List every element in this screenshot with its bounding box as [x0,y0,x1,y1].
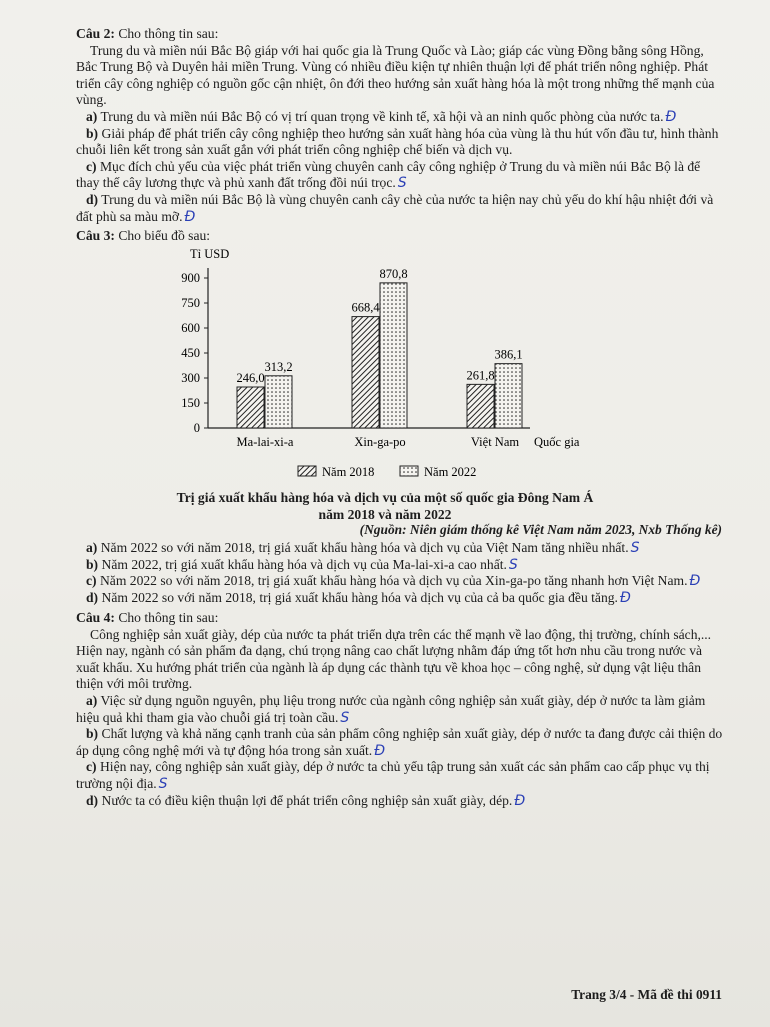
handwritten-answer-mark: S [340,709,350,726]
legend-label: Năm 2018 [322,465,375,479]
y-tick-label: 150 [181,396,200,410]
statement-label: a) [86,540,98,555]
y-axis-label: Tỉ USD [190,247,230,261]
statement-label: b) [86,125,99,141]
q2-title: Câu 2: [76,26,115,41]
bar-value-label: 313,2 [264,359,293,374]
statement-label: a) [86,692,98,708]
q3-statement-b [76,557,726,574]
statement-label: b) [86,726,99,742]
statement-label: b) [86,556,99,572]
y-tick-label: 750 [181,296,200,310]
q2-intro: Cho thông tin sau: [118,26,219,41]
handwritten-answer-mark: Đ [514,792,526,809]
category-label: Xin-ga-po [354,435,406,449]
q2-statement-d [76,192,726,225]
y-tick-label: 900 [181,271,200,285]
statement-text: Mục đích chủ yếu của việc phát triển vùng chuyên canh cây công nghiệp ở Trung du và miền núi Bắc Bộ là để thay thế cây lương thực và phủ xanh đất trống đồi núi trọc. [76,158,701,191]
y-tick-label: 600 [181,321,200,335]
q3-statement-c [76,573,726,590]
bar-2022 [495,364,522,428]
page-footer: Trang 3/4 - Mã đề thi 0911 [571,987,722,1002]
handwritten-answer-mark: Đ [374,742,386,759]
q2-statement-c [76,159,726,192]
handwritten-answer-mark: S [630,540,640,556]
q2-statement-a [76,109,726,126]
question-2 [76,26,726,225]
category-label: Ma-lai-xi-a [236,435,294,449]
y-tick-label: 450 [181,346,200,360]
q2-items [76,109,726,225]
statement-label: d) [86,191,99,207]
q3-statements [76,540,726,606]
q3-title: Câu 3: [76,228,115,243]
statement-text: Năm 2022 so với năm 2018, trị giá xuất khẩu hàng hóa và dịch vụ của Xin-ga-po tăng nhanh hơn Việt Nam. [99,573,688,589]
handwritten-answer-mark: Đ [689,573,701,590]
statement-text: Năm 2022 so với năm 2018, trị giá xuất khẩu hàng hóa và dịch vụ của cả ba quốc gia đều tăng. [101,589,618,605]
q4-title: Câu 4: [76,610,115,625]
statement-text: Năm 2022 so với năm 2018, trị giá xuất khẩu hàng hóa và dịch vụ của Việt Nam tăng nhiều nhất. [100,540,629,555]
bar-value-label: 668,4 [351,300,380,315]
handwritten-answer-mark: S [397,175,407,192]
statement-text: Trung du và miền núi Bắc Bộ là vùng chuyên canh cây chè của nước ta hiện nay chủ yếu do khí hậu nhiệt đới và đất phù sa màu mỡ. [76,191,714,224]
legend-swatch-2018 [298,466,316,476]
statement-label: a) [86,108,98,124]
bar-value-label: 261,8 [466,368,495,383]
q2-paragraph: Trung du và miền núi Bắc Bộ giáp với hai quốc gia là Trung Quốc và Lào; giáp các vùng Đồng bằng sông Hồng, Bắc Trung Bộ và Duyên hải miền Trung. Vùng có nhiều điều kiện tự nhiên thuận lợi để phát triển nông nghiệp. Phát triển cây công nghiệp có nguồn gốc cận nhiệt, ôn đới theo hướng sản xuất hàng hóa là một trong những thế mạnh của vùng. [76,42,715,108]
chart-source: (Nguồn: Niên giám thống kê Việt Nam năm 2023, Nxb Thống kê) [359,522,722,537]
bar-chart [150,246,610,486]
y-tick-label: 300 [181,371,200,385]
statement-label: c) [86,573,97,589]
statement-label: d) [86,589,99,605]
legend-label: Năm 2022 [424,465,477,479]
bar-2018 [237,387,264,428]
q4-statement-d [76,793,726,810]
category-label: Việt Nam [470,435,520,449]
statement-text: Trung du và miền núi Bắc Bộ có vị trí quan trọng về kinh tế, xã hội và an ninh quốc phòng của nước ta. [100,108,664,124]
y-tick-label: 0 [193,421,200,435]
q3-statement-d [76,590,726,607]
bar-2018 [352,317,379,428]
handwritten-answer-mark: S [158,775,168,792]
handwritten-answer-mark: S [508,556,518,573]
q3-items [76,540,726,606]
statement-text: Chất lượng và khả năng cạnh tranh của sản phẩm công nghiệp sản xuất giày, dép ở nước ta đang được cải thiện do áp dụng công nghệ mới và tự động hóa trong sản xuất. [76,726,723,758]
statement-text: Việc sử dụng nguồn nguyên, phụ liệu trong nước của ngành công nghiệp sản xuất giày, dép ở nước ta làm giảm hiệu quả khi tham gia vào chuỗi giá trị toàn cầu. [76,692,706,725]
statement-text: Hiện nay, công nghiệp sản xuất giày, dép ở nước ta chủ yếu tập trung sản xuất các sản phẩm cao cấp phục vụ thị trường nội địa. [76,759,710,791]
bar-2022 [265,376,292,428]
statement-label: c) [86,158,97,174]
q3-statement-a [76,540,726,557]
q2-statement-b [76,126,726,159]
bar-value-label: 870,8 [379,266,408,281]
chart-caption [0,490,770,523]
question-4 [76,610,726,809]
handwritten-answer-mark: Đ [184,208,196,225]
statement-text: Năm 2022, trị giá xuất khẩu hàng hóa và dịch vụ của Ma-lai-xi-a cao nhất. [101,556,507,572]
statement-label: d) [86,792,99,808]
q4-statement-b [76,726,726,759]
chart-caption-line2: năm 2018 và năm 2022 [318,506,452,522]
q4-intro: Cho thông tin sau: [118,610,219,625]
legend-swatch-2022 [400,466,418,476]
bar-2022 [380,283,407,428]
q3-intro: Cho biểu đồ sau: [118,228,211,243]
statement-text: Giải pháp để phát triển cây công nghiệp theo hướng sản xuất hàng hóa của vùng là thu hút vốn đầu tư, hình thành chuỗi liên kết trong sản xuất gắn với phát triển công nghiệp chế biến và dịch vụ. [76,125,719,158]
q4-paragraph: Công nghiệp sản xuất giày, dép của nước ta phát triển dựa trên các thế mạnh về lao động, thị trường, chính sách,... Hiện nay, ngành có sản phẩm đa dạng, chú trọng nâng cao chất lượng nhằm đáp ứng tốt hơn nhu cầu trong nước và xuất khẩu. Xu hướng phát triển của ngành là áp dụng các thành tựu về khoa học – công nghệ, sử dụng vật liệu thân thiện với môi trường. [76,626,712,692]
bar-2018 [467,384,494,428]
handwritten-answer-mark: Đ [619,589,631,606]
bar-value-label: 386,1 [494,347,523,362]
chart-caption-line1: Trị giá xuất khẩu hàng hóa và dịch vụ của một số quốc gia Đông Nam Á [176,490,594,505]
bar-value-label: 246,0 [236,371,265,385]
statement-text: Nước ta có điều kiện thuận lợi để phát triển công nghiệp sản xuất giày, dép. [101,792,513,808]
q4-items [76,693,726,809]
statement-label: c) [86,759,97,775]
x-axis-label: Quốc gia [534,435,580,449]
q4-statement-a [76,693,726,726]
handwritten-answer-mark: Đ [665,108,677,125]
question-3 [76,228,726,245]
q4-statement-c [76,759,726,792]
